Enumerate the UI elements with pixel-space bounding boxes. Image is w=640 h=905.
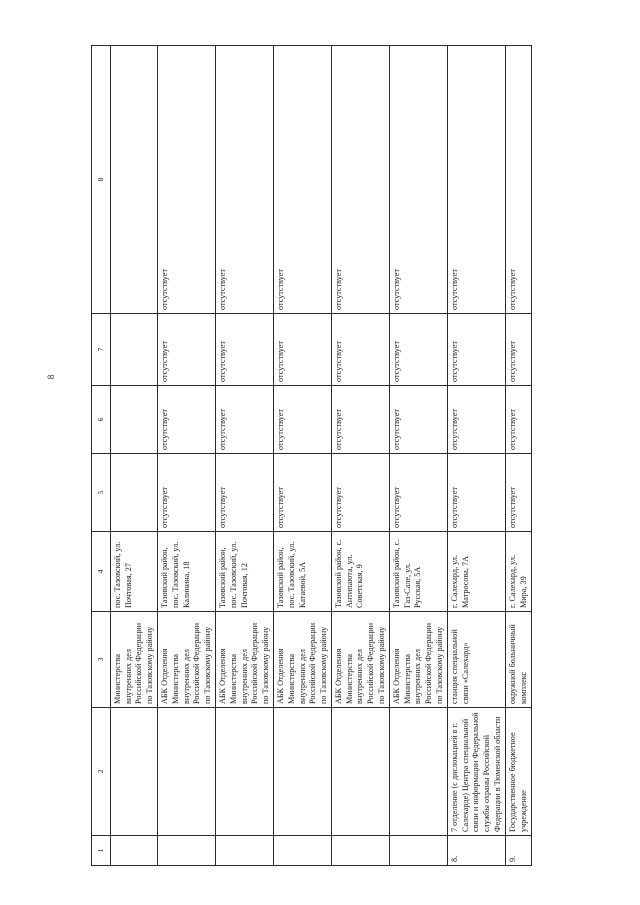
table-header-row <box>92 46 111 866</box>
table-cell-col-8: отсутствует <box>332 46 390 314</box>
table-cell-col-3: АБК Отделения Министерства внутренних дел Российской Федерации по Тазовскому району <box>274 612 332 708</box>
table-row <box>332 46 390 866</box>
table-cell-col-6: отсутствует <box>390 386 448 454</box>
table-cell-col-7: отсутствует <box>332 314 390 386</box>
table-cell-col-4: г. Салехард, ул. Матросова, 7А <box>448 532 506 612</box>
table-cell-col-5: отсутствует <box>274 454 332 532</box>
table-cell-col-3: АБК Отделения Министерства внутренних дел Российской Федерации по Тазовскому району <box>158 612 216 708</box>
column-header: 2 <box>92 708 111 836</box>
table-cell-col-1 <box>158 836 216 866</box>
table-cell-col-3: станция специальной связи «Салехард» <box>448 612 506 708</box>
table-cell-col-8: отсутствует <box>448 46 506 314</box>
table-row <box>506 46 532 866</box>
table-cell-col-1: 9. <box>506 836 532 866</box>
table-cell-col-7: отсутствует <box>158 314 216 386</box>
table-cell-col-5: отсутствует <box>332 454 390 532</box>
table-cell-col-3: АБК Отделения Министерства внутренних дел Российской Федерации по Тазовскому району <box>390 612 448 708</box>
column-header: 1 <box>92 836 111 866</box>
table-row <box>158 46 216 866</box>
table-cell-col-3: окружной больничный комплекс <box>506 612 532 708</box>
table-cell-col-2 <box>216 708 274 836</box>
table-cell-col-8: отсутствует <box>506 46 532 314</box>
table-cell-col-8 <box>111 46 158 314</box>
table-cell-col-6: отсутствует <box>274 386 332 454</box>
table-cell-col-5: отсутствует <box>506 454 532 532</box>
table-cell-col-8: отсутствует <box>390 46 448 314</box>
table-cell-col-4: г. Салехард, ул. Мира, 39 <box>506 532 532 612</box>
table-cell-col-4: Тазовский район, с. Антипаюта, ул. Советская, 9 <box>332 532 390 612</box>
table-cell-col-2 <box>274 708 332 836</box>
table-cell-col-5 <box>111 454 158 532</box>
table-cell-col-7 <box>111 314 158 386</box>
data-table <box>91 45 532 866</box>
table-row <box>448 46 506 866</box>
table-cell-col-5: отсутствует <box>216 454 274 532</box>
table-cell-col-1: 8. <box>448 836 506 866</box>
table-cell-col-5: отсутствует <box>390 454 448 532</box>
table-cell-col-1 <box>216 836 274 866</box>
table-body <box>111 46 532 866</box>
table-row <box>274 46 332 866</box>
table-cell-col-7: отсутствует <box>390 314 448 386</box>
table-cell-col-7: отсутствует <box>506 314 532 386</box>
table-cell-col-6: отсутствует <box>506 386 532 454</box>
column-header: 5 <box>92 454 111 532</box>
table-cell-col-7: отсутствует <box>216 314 274 386</box>
table-cell-col-6: отсутствует <box>158 386 216 454</box>
table-cell-col-2: 7 отделение (с дислокацией в г. Салехарде) Центра специальной связи и информации Федеральной службы охраны Российской Федерации в Тюменской области <box>448 708 506 836</box>
table-cell-col-2 <box>158 708 216 836</box>
table-cell-col-8: отсутствует <box>274 46 332 314</box>
table-cell-col-2 <box>111 708 158 836</box>
table-cell-col-6: отсутствует <box>216 386 274 454</box>
table-cell-col-4: Тазовский район, с. Газ-Сале, ул. Русская, 5А <box>390 532 448 612</box>
table-cell-col-1 <box>390 836 448 866</box>
table-cell-col-4: Тазовский район, пос. Тазовский, ул. Почтовая, 12 <box>216 532 274 612</box>
column-header: 8 <box>92 46 111 314</box>
table-cell-col-2: Государственное бюджетное учреждение <box>506 708 532 836</box>
table-cell-col-7: отсутствует <box>274 314 332 386</box>
table-cell-col-3: АБК Отделения Министерства внутренних дел Российской Федерации по Тазовскому району <box>216 612 274 708</box>
table-cell-col-8: отсутствует <box>158 46 216 314</box>
table-cell-col-3: Министерства внутренних дел Российской Федерации по Тазовскому району <box>111 612 158 708</box>
page-number: 8 <box>46 374 56 380</box>
table-cell-col-5: отсутствует <box>448 454 506 532</box>
table-cell-col-4: Тазовский район, пос. Тазовский, ул. Катаевой, 5А <box>274 532 332 612</box>
table-cell-col-6: отсутствует <box>448 386 506 454</box>
table-cell-col-1 <box>111 836 158 866</box>
table-row <box>216 46 274 866</box>
rotated-table-wrapper <box>91 46 611 866</box>
table-cell-col-6: отсутствует <box>332 386 390 454</box>
table-cell-col-2 <box>390 708 448 836</box>
table-cell-col-8: отсутствует <box>216 46 274 314</box>
table-cell-col-1 <box>274 836 332 866</box>
table-cell-col-2 <box>332 708 390 836</box>
column-header: 7 <box>92 314 111 386</box>
column-header: 3 <box>92 612 111 708</box>
table-cell-col-3: АБК Отделения Министерства внутренних дел Российской Федерации по Тазовскому району <box>332 612 390 708</box>
table-cell-col-4: пос. Тазовский, ул. Почтовая, 27 <box>111 532 158 612</box>
table-cell-col-5: отсутствует <box>158 454 216 532</box>
table-row <box>111 46 158 866</box>
column-header: 6 <box>92 386 111 454</box>
table-cell-col-7: отсутствует <box>448 314 506 386</box>
column-header: 4 <box>92 532 111 612</box>
table-cell-col-6 <box>111 386 158 454</box>
table-cell-col-1 <box>332 836 390 866</box>
table-cell-col-4: Тазовский район, пос. Тазовский, ул. Калинина, 18 <box>158 532 216 612</box>
table-row <box>390 46 448 866</box>
